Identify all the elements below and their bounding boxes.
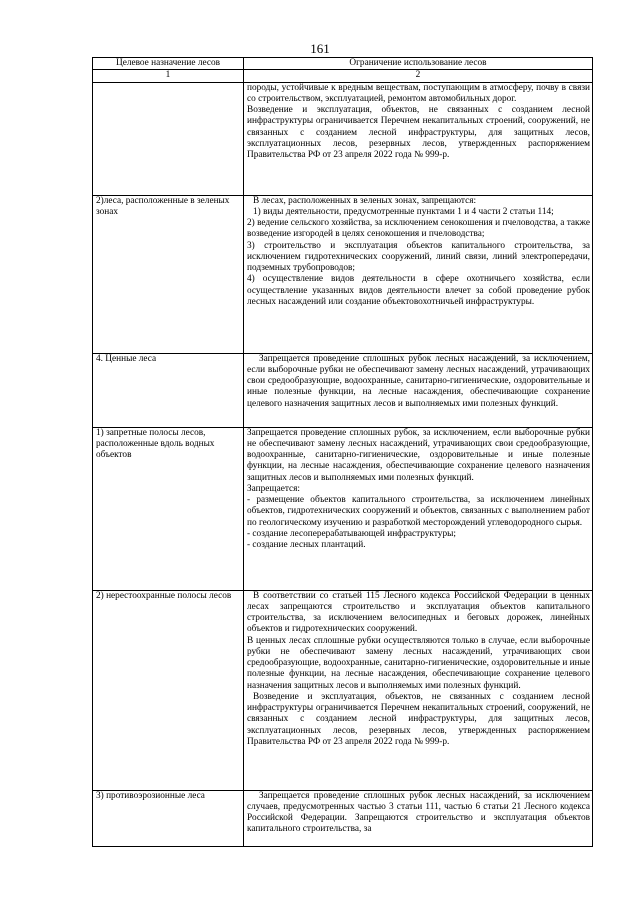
table-row [93,195,593,353]
header-use-restriction: Ограничение использование лесов [244,58,593,70]
restriction-paragraph: В ценных лесах сплошные рубки осуществляются только в случае, если выборочные рубки не обеспечивают замену лесных насаждений, утрачивающих свои средообразующие, водоохранные, санитарно-гигиенические, оздоровительные и иные полезные функции, на лесные насаждения, обеспечивающие сохранение целевого назначения защитных лесов и выполняемых ими полезных функций. [247,635,590,691]
restriction-text [244,427,593,590]
restriction-text [244,590,593,790]
restriction-paragraph: В лесах, расположенных в зеленых зонах, запрещаются: [253,195,477,206]
restriction-paragraph: породы, устойчивые к вредным веществам, поступающим в атмосферу, почву в связи со строительством, эксплуатацией, ремонтом автомобильных дорог. [247,82,590,104]
table-row [93,790,593,846]
forest-category-label: 4. Ценные леса [93,353,244,427]
restriction-paragraph: - создание лесоперерабатывающей инфраструктуры; [247,528,456,539]
restriction-paragraph: 4) осуществление видов деятельности в сфере охотничьего хозяйства, если осуществление указанных видов деятельности влечет за собой проведение рубок лесных насаждений или создание объектовохотничьей инфраструктуры. [247,274,590,307]
restrictions-table [92,57,593,847]
column-number-row [93,70,593,82]
restriction-text [244,790,593,846]
table-row [93,353,593,427]
restriction-paragraph: Запрещается: [247,483,300,494]
restriction-paragraph: Запрещается проведение сплошных рубок, за исключением, если выборочные рубки не обеспечивают замену лесных насаждений, утрачивающих свои средообразующие, водоохранные, санитарно-гигиенические, оздоровительные и иные полезные функции, на лесные насаждения, обеспечивающие сохранение целевого назначения защитных лесов и выполняемых ими полезных функций. [247,427,590,483]
restriction-paragraph: 3) строительство и эксплуатация объектов капитального строительства, за исключением гидротехнических сооружений, линий связи, линий электропередачи, подземных трубопроводов; [247,240,590,273]
table-row [93,427,593,590]
restriction-paragraph: - размещение объектов капитального строительства, за исключением линейных объектов, гидротехнических сооружений и объектов, связанных с выполнением работ по геологическому изучению и разработкой месторождений углеводородного сырья. [247,495,590,528]
forest-category-label: 1) запретные полосы лесов, расположенные вдоль водных объектов [93,427,244,590]
column-number: 1 [93,70,244,82]
table-row [93,590,593,790]
forest-category-label: 3) противоэрозионные леса [93,790,244,846]
table-header-row [93,58,593,70]
page-number: 161 [310,41,330,56]
restriction-paragraph: 1) виды деятельности, предусмотренные пунктами 1 и 4 части 2 статьи 114; [253,206,554,217]
restriction-paragraph: Запрещается проведение сплошных рубок лесных насаждений, за исключением, если выборочные рубки не обеспечивают замену лесных насаждений, утрачивающих свои средообразующие, водоохранные, санитарно-гигиенические, оздоровительные и иные полезные функции, на лесные насаждения, обеспечивающие сохранение целевого назначения защитных лесов и выполняемых ими полезных функций. [247,353,590,409]
restriction-paragraph: - создание лесных плантаций. [247,540,366,550]
restriction-paragraph: Возведение и эксплуатация, объектов, не связанных с созданием лесной инфраструктуры ограничивается Перечнем некапитальных строений, сооружений, не связанных с созданием лесной инфраструктуры, для защитных лесов, эксплуатационных лесов, резервных лесов, утвержденных распоряжением Правительства РФ от 23 апреля 2022 года № 999-р. [247,691,590,747]
restriction-paragraph: 2) ведение сельского хозяйства, за исключением сенокошения и пчеловодства, а также возведение изгородей в целях сенокошения и пчеловодства; [247,218,590,240]
column-number: 2 [244,70,593,82]
restriction-text [244,82,593,195]
restriction-text [244,353,593,427]
restriction-paragraph: Запрещается проведение сплошных рубок лесных насаждений, за исключением случаев, предусмотренных частью 3 статьи 111, частью 6 статьи 21 Лесного кодекса Российской Федерации. Запрещаются строительство и эксплуатация объектов капитального строительства, за [247,790,590,835]
forest-category-label: 2) нерестоохранные полосы лесов [93,590,244,790]
forest-category-label: 2)леса, расположенные в зеленых зонах [93,195,244,353]
restriction-paragraph: Возведение и эксплуатация, объектов, не связанных с созданием лесной инфраструктуры ограничивается Перечнем некапитальных строений, сооружений, не связанных с созданием лесной инфраструктуры, для защитных лесов, эксплуатационных лесов, резервных лесов, утвержденных распоряжением Правительства РФ от 23 апреля 2022 года № 999-р. [247,105,590,160]
restriction-text [244,195,593,353]
header-forest-purpose: Целевое назначение лесов [93,58,244,70]
table-row [93,82,593,195]
restriction-paragraph: В соответствии со статьей 115 Лесного кодекса Российской Федерации в ценных лесах запрещаются строительство и эксплуатация объектов капитального строительства, за исключением велосипедных и беговых дорожек, линейных объектов и гидротехнических сооружений. [247,590,590,635]
forest-category-label [93,82,244,195]
